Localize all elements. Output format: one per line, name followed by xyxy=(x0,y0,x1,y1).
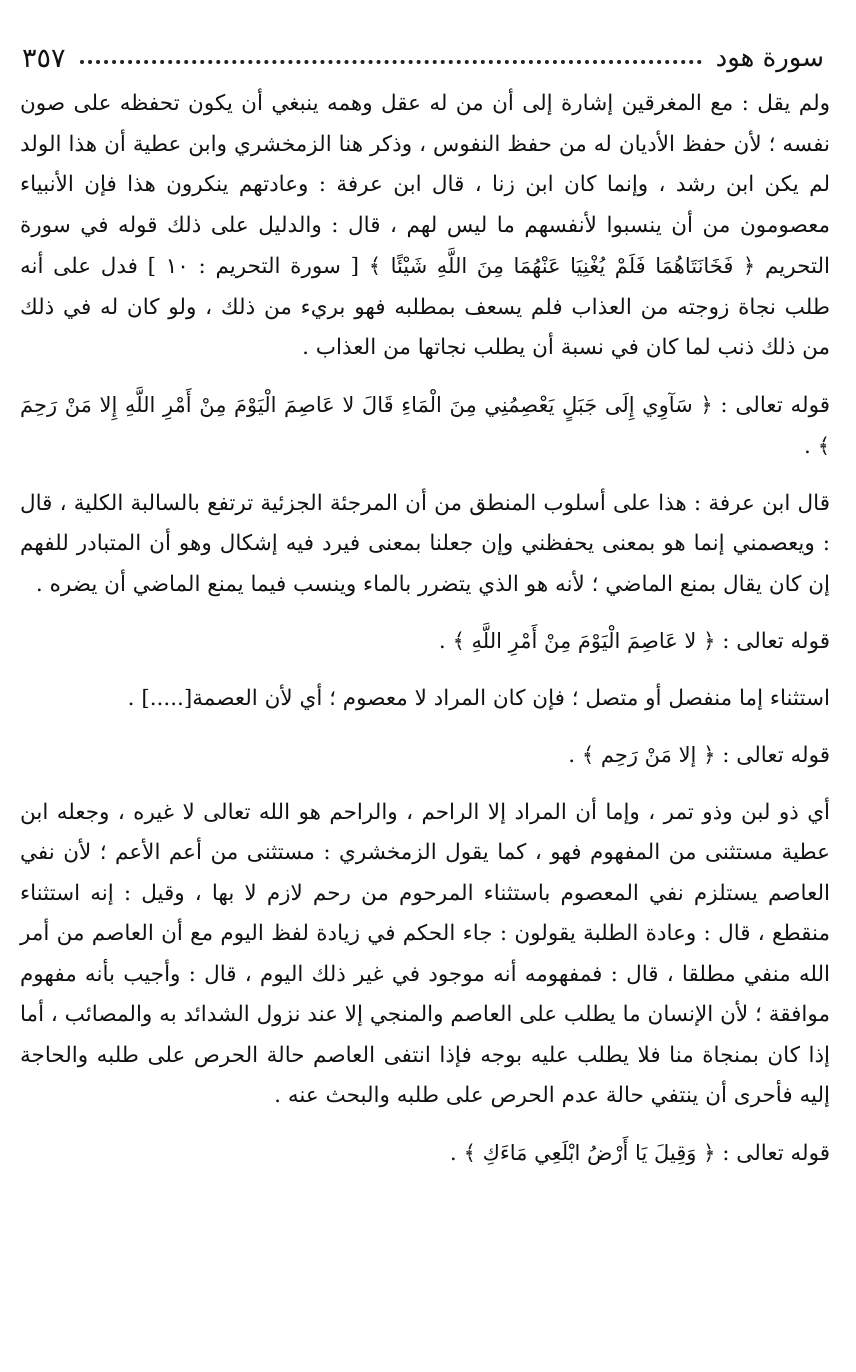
paragraph-text: أي ذو لبن وذو تمر ، وإما أن المراد إلا الراحم ، والراحم هو الله تعالى لا غيره ، وجعله ابن عطية مستثنى من المفهوم فهو ، كما يقول الزمخشري : مستثنى من أعم الأعم ؛ لأن نفي العاصم يستلزم نفي المعصوم باستثناء المرحوم من رحم لازم لا بها ، وقيل : إنه استثناء منقطع ، قال : وعادة الطلبة يقولون : جاء الحكم في زيادة لفظ اليوم مع أن العاصم من أمر الله منفي مطلقا ، قال : فمفهومه أنه موجود في غير ذلك اليوم ، قال : وأجيب بأنه مفهوم موافقة ؛ لأن الإنسان ما يطلب على العاصم والمنجي إلا عند نزول الشدائد به والمصائب ، أما إذا كان بمنجاة منا فلا يطلب عليه بوجه فإذا انتفى العاصم حالة الحرص على طلبه والحاجة إليه فأحرى أن ينتفي حالة عدم الحرص على طلبه والبحث عنه . xyxy=(20,799,830,1108)
verse-heading xyxy=(20,1133,830,1175)
verse-heading xyxy=(20,385,830,468)
verse-heading xyxy=(20,735,830,777)
paragraph-text: . xyxy=(438,629,446,654)
surah-title: سورة هود xyxy=(715,43,824,73)
quran-quote: ﴿ لا عَاصِمَ الْيَوْمَ مِنْ أَمْرِ اللَّهِ ﴾ xyxy=(452,629,716,653)
quran-quote: ﴿ وَقِيلَ يَا أَرْضُ ابْلَعِي مَاءَكِ ﴾ xyxy=(463,1140,716,1165)
paragraph-text: . xyxy=(449,1140,457,1166)
commentary-paragraph xyxy=(20,793,830,1117)
paragraph-text: قال ابن عرفة : هذا على أسلوب المنطق من أن المرجئة الجزئية ترتفع بالسالبة الكلية ، قال : ويعصمني إنما هو بمعنى يحفظني وإن جعلنا بمعنى فيرد فيه إشكال وهو أن المتبادر للفهم إن كان يقال بمنع الماضي ؛ لأنه هو الذي يتضرر بالماء وينسب فيما يمنع الماضي أن يضره . xyxy=(20,490,830,597)
paragraph-text: قوله تعالى : xyxy=(722,629,830,654)
verse-heading xyxy=(20,621,830,663)
paragraph-text: [ سورة التحريم : ١٠ ] فدل على أنه طلب نجاة زوجته من العذاب فلم يسعف بمطلبه فهو بريء من ذلك ، ولو كان له في ذلك من ذلك ذنب لما كان في نسبة أن يطلب نجاتها من العذاب . xyxy=(20,254,830,360)
page-body xyxy=(20,84,830,1174)
quran-quote: ﴿ فَخَانَتَاهُمَا فَلَمْ يُغْنِيَا عَنْهُمَا مِنَ اللَّهِ شَيْئًا ﴾ xyxy=(368,254,756,278)
paragraph-text: قوله تعالى : xyxy=(722,743,830,768)
header-dotted-rule xyxy=(80,60,702,64)
page-header xyxy=(22,40,824,76)
paragraph-text: ولم يقل : مع المغرقين إشارة إلى أن من له عقل وهمه ينبغي أن يكون تحفظه على صون نفسه ؛ لأن حفظ الأديان له من حفظ النفوس ، وذكر هنا الزمخشري وابن عطية أن هذا الولد لم يكن ابن رشد ، وإنما كان ابن زنا ، قال ابن عرفة : وعادتهم ينكرون هذا فإن الأنبياء معصومون من أن ينسبوا لأنفسهم ما ليس لهم ، قال : والدليل على ذلك قوله في سورة التحريم xyxy=(20,91,830,279)
page-number: ٣٥٧ xyxy=(22,42,66,74)
paragraph-text: قوله تعالى : xyxy=(720,392,830,418)
paragraph-text: استثناء إما منفصل أو متصل ؛ فإن كان المراد لا معصوم ؛ أي لأن العصمة[.....] . xyxy=(127,685,830,711)
commentary-paragraph xyxy=(20,84,830,369)
paragraph-text: قوله تعالى : xyxy=(722,1140,830,1166)
paragraph-text: . xyxy=(568,743,576,768)
quran-quote: ﴿ إلا مَنْ رَحِم ﴾ xyxy=(581,743,716,767)
quran-quote: ﴿ سَآوِي إِلَى جَبَلٍ يَعْصِمُنِي مِنَ الْمَاءِ قَالَ لا عَاصِمَ الْيَوْمَ مِنْ أَمْرِ اللَّهِ إِلا مَنْ رَحِمَ ﴾ xyxy=(20,392,830,458)
commentary-paragraph xyxy=(20,679,830,720)
commentary-paragraph xyxy=(20,484,830,606)
paragraph-text: . xyxy=(804,434,811,459)
